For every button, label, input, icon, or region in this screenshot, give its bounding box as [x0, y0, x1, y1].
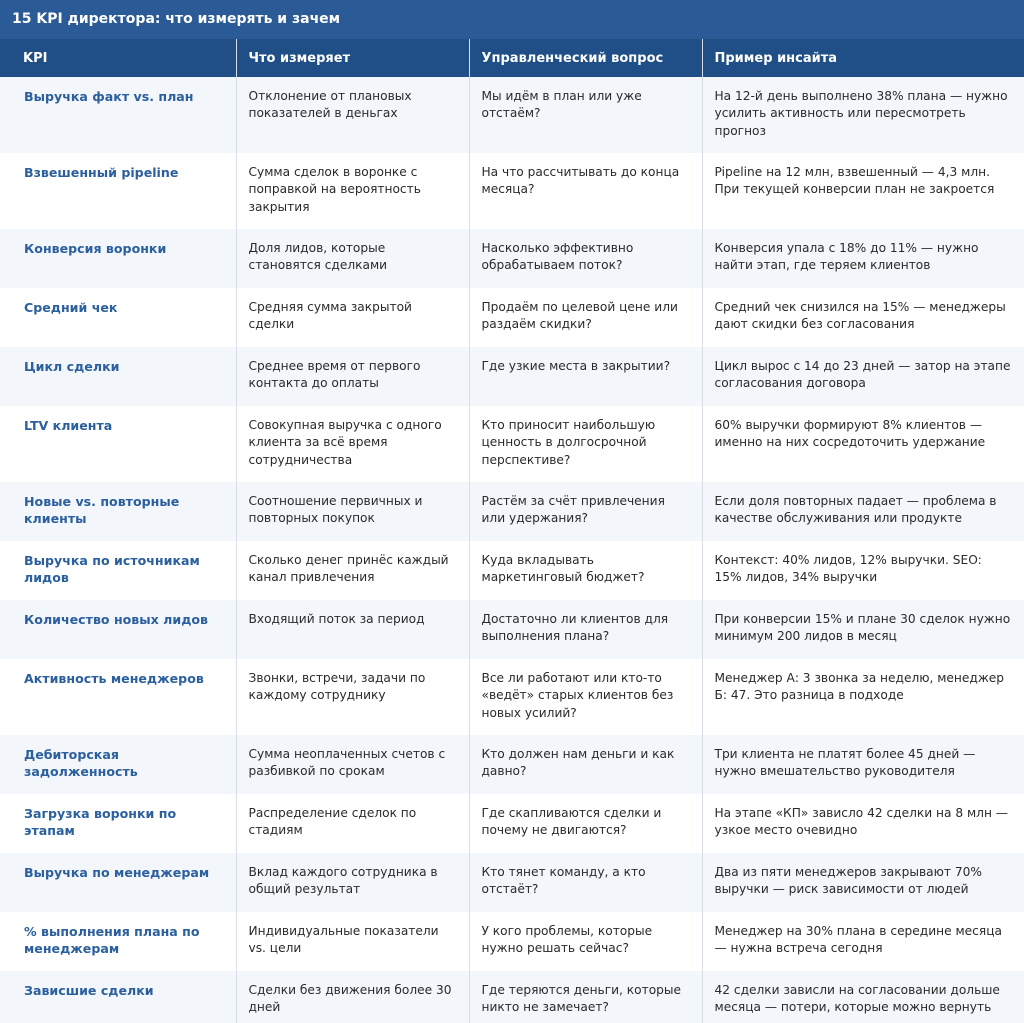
measures-cell: Сумма сделок в воронке с поправкой на вероятность закрытия — [236, 153, 469, 229]
measures-cell: Отклонение от плановых показателей в деньгах — [236, 77, 469, 153]
table-row — [0, 406, 1024, 482]
table-row — [0, 482, 1024, 541]
question-cell: Кто тянет команду, а кто отстаёт? — [469, 853, 702, 912]
table-row — [0, 153, 1024, 229]
kpi-cell: Взвешенный pipeline — [0, 153, 236, 229]
insight-cell: 42 сделки зависли на согласовании дольше месяца — потери, которые можно вернуть — [702, 971, 1024, 1023]
table-row — [0, 735, 1024, 794]
measures-cell: Совокупная выручка с одного клиента за всё время сотрудничества — [236, 406, 469, 482]
measures-cell: Доля лидов, которые становятся сделками — [236, 229, 469, 288]
table-body — [0, 77, 1024, 1023]
kpi-cell: Количество новых лидов — [0, 600, 236, 659]
kpi-cell: Зависшие сделки — [0, 971, 236, 1023]
insight-cell: При конверсии 15% и плане 30 сделок нужно минимум 200 лидов в месяц — [702, 600, 1024, 659]
question-cell: Где скапливаются сделки и почему не двигаются? — [469, 794, 702, 853]
insight-cell: Контекст: 40% лидов, 12% выручки. SEO: 15% лидов, 34% выручки — [702, 541, 1024, 600]
question-cell: Где узкие места в закрытии? — [469, 347, 702, 406]
table-row — [0, 288, 1024, 347]
table-row — [0, 659, 1024, 735]
question-cell: Растём за счёт привлечения или удержания? — [469, 482, 702, 541]
question-cell: Кто приносит наибольшую ценность в долгосрочной перспективе? — [469, 406, 702, 482]
question-cell: Все ли работают или кто-то «ведёт» старых клиентов без новых усилий? — [469, 659, 702, 735]
question-cell: У кого проблемы, которые нужно решать сейчас? — [469, 912, 702, 971]
measures-cell: Сделки без движения более 30 дней — [236, 971, 469, 1023]
kpi-cell: Дебиторская задолженность — [0, 735, 236, 794]
insight-cell: Цикл вырос с 14 до 23 дней — затор на этапе согласования договора — [702, 347, 1024, 406]
column-header-question: Управленческий вопрос — [469, 39, 702, 77]
table-row — [0, 794, 1024, 853]
measures-cell: Вклад каждого сотрудника в общий результат — [236, 853, 469, 912]
table-row — [0, 347, 1024, 406]
kpi-cell: LTV клиента — [0, 406, 236, 482]
measures-cell: Звонки, встречи, задачи по каждому сотруднику — [236, 659, 469, 735]
header-row — [0, 39, 1024, 77]
document-title: 15 KPI директора: что измерять и зачем — [0, 0, 1024, 39]
kpi-cell: Новые vs. повторные клиенты — [0, 482, 236, 541]
measures-cell: Средняя сумма закрытой сделки — [236, 288, 469, 347]
measures-cell: Входящий поток за период — [236, 600, 469, 659]
kpi-cell: Загрузка воронки по этапам — [0, 794, 236, 853]
question-cell: Куда вкладывать маркетинговый бюджет? — [469, 541, 702, 600]
measures-cell: Сумма неоплаченных счетов с разбивкой по срокам — [236, 735, 469, 794]
kpi-cell: Выручка по менеджерам — [0, 853, 236, 912]
kpi-cell: Активность менеджеров — [0, 659, 236, 735]
table-row — [0, 600, 1024, 659]
kpi-table — [0, 39, 1024, 1023]
insight-cell: На этапе «КП» зависло 42 сделки на 8 млн — узкое место очевидно — [702, 794, 1024, 853]
column-header-kpi: KPI — [0, 39, 236, 77]
insight-cell: Менеджер А: 3 звонка за неделю, менеджер Б: 47. Это разница в подходе — [702, 659, 1024, 735]
question-cell: Мы идём в план или уже отстаём? — [469, 77, 702, 153]
insight-cell: На 12-й день выполнено 38% плана — нужно усилить активность или пересмотреть прогноз — [702, 77, 1024, 153]
question-cell: Продаём по целевой цене или раздаём скидки? — [469, 288, 702, 347]
question-cell: На что рассчитывать до конца месяца? — [469, 153, 702, 229]
column-header-insight: Пример инсайта — [702, 39, 1024, 77]
kpi-cell: Средний чек — [0, 288, 236, 347]
table-row — [0, 853, 1024, 912]
measures-cell: Среднее время от первого контакта до оплаты — [236, 347, 469, 406]
kpi-cell: Выручка по источникам лидов — [0, 541, 236, 600]
measures-cell: Сколько денег принёс каждый канал привлечения — [236, 541, 469, 600]
insight-cell: Pipeline на 12 млн, взвешенный — 4,3 млн. При текущей конверсии план не закроется — [702, 153, 1024, 229]
insight-cell: Два из пяти менеджеров закрывают 70% выручки — риск зависимости от людей — [702, 853, 1024, 912]
kpi-cell: Цикл сделки — [0, 347, 236, 406]
column-header-measures: Что измеряет — [236, 39, 469, 77]
table-row — [0, 77, 1024, 153]
table-row — [0, 971, 1024, 1023]
insight-cell: Если доля повторных падает — проблема в качестве обслуживания или продукте — [702, 482, 1024, 541]
kpi-cell: Выручка факт vs. план — [0, 77, 236, 153]
insight-cell: Три клиента не платят более 45 дней — нужно вмешательство руководителя — [702, 735, 1024, 794]
table-row — [0, 912, 1024, 971]
kpi-cell: % выполнения плана по менеджерам — [0, 912, 236, 971]
table-row — [0, 229, 1024, 288]
question-cell: Насколько эффективно обрабатываем поток? — [469, 229, 702, 288]
insight-cell: Средний чек снизился на 15% — менеджеры дают скидки без согласования — [702, 288, 1024, 347]
question-cell: Кто должен нам деньги и как давно? — [469, 735, 702, 794]
insight-cell: 60% выручки формируют 8% клиентов — именно на них сосредоточить удержание — [702, 406, 1024, 482]
table-row — [0, 541, 1024, 600]
insight-cell: Менеджер на 30% плана в середине месяца — нужна встреча сегодня — [702, 912, 1024, 971]
measures-cell: Распределение сделок по стадиям — [236, 794, 469, 853]
question-cell: Достаточно ли клиентов для выполнения плана? — [469, 600, 702, 659]
insight-cell: Конверсия упала с 18% до 11% — нужно найти этап, где теряем клиентов — [702, 229, 1024, 288]
kpi-cell: Конверсия воронки — [0, 229, 236, 288]
table-header — [0, 39, 1024, 77]
measures-cell: Индивидуальные показатели vs. цели — [236, 912, 469, 971]
measures-cell: Соотношение первичных и повторных покупок — [236, 482, 469, 541]
question-cell: Где теряются деньги, которые никто не замечает? — [469, 971, 702, 1023]
